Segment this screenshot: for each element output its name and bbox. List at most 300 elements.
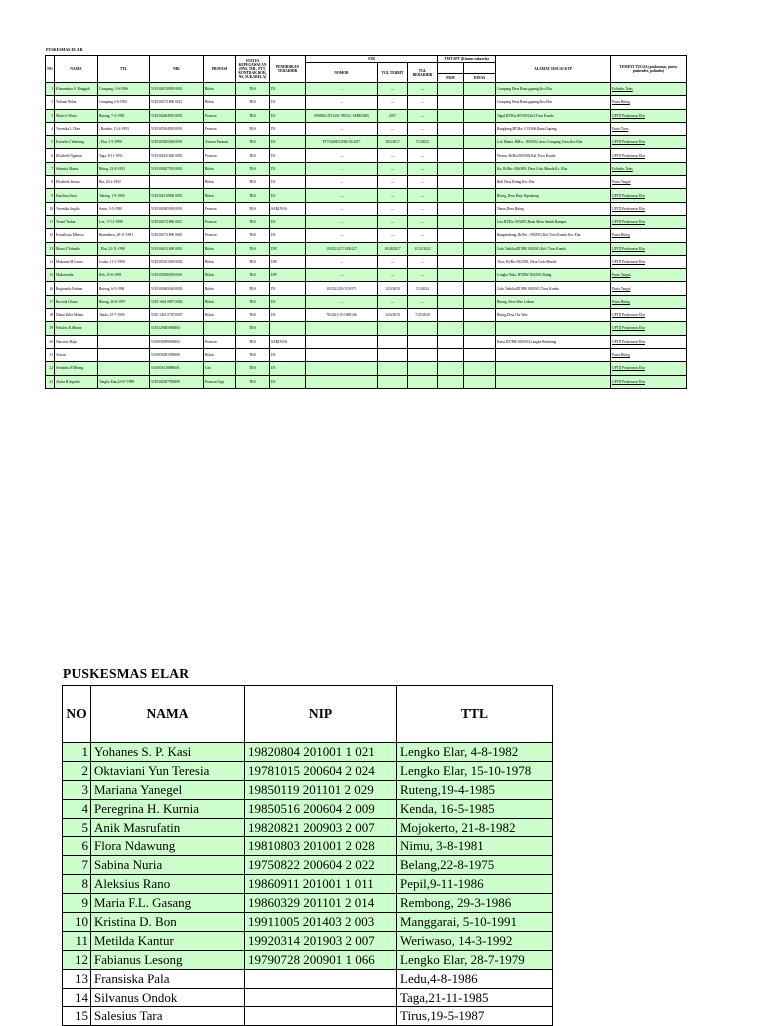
cell-empty bbox=[464, 176, 496, 189]
cell-ttl: Ruteng, 7-4-1993 bbox=[98, 109, 150, 122]
cell-tempat: UPTD Puskesmas Elar bbox=[611, 136, 687, 149]
table-row bbox=[63, 856, 553, 875]
table-row bbox=[63, 761, 553, 780]
cell-no: 12 bbox=[46, 229, 55, 242]
cell-nomor bbox=[306, 362, 378, 375]
cell-nik: 5319104110900 0001 bbox=[150, 189, 204, 202]
cell-status: TKS bbox=[236, 136, 270, 149]
cell-terbit: 12/6/2019 bbox=[378, 309, 408, 322]
cell-pend: D3 bbox=[270, 109, 306, 122]
cell-profesi: Perawat bbox=[204, 202, 236, 215]
cell-nip bbox=[245, 969, 397, 988]
cell-alamat: Rangembong, Rt/Rw : 005/003,Kel.Tiwu Kondo,Kec.Elar bbox=[496, 229, 611, 242]
cell-terbit: 12/3/2019 bbox=[378, 282, 408, 295]
table-row bbox=[63, 988, 553, 1007]
cell-empty bbox=[464, 149, 496, 162]
cell-ttl: Nimu, 3-8-1981 bbox=[397, 837, 553, 856]
cell-status: TKS bbox=[236, 176, 270, 189]
cell-ttl: Mojokerto, 21-8-1982 bbox=[397, 818, 553, 837]
cell-tempat: UPTD Puskesmas Elar bbox=[611, 322, 687, 335]
header-nama: NAMA bbox=[91, 686, 245, 743]
cell-nomor bbox=[306, 348, 378, 361]
cell-ttl: Taga, 8-11-1992 bbox=[98, 149, 150, 162]
cell-nip: 19781015 200604 2 024 bbox=[245, 761, 397, 780]
cell-ttl: Lodus, 11-1-1990 bbox=[98, 255, 150, 268]
cell-no: 17 bbox=[46, 295, 55, 308]
cell-nama: Diana Yulia Mania bbox=[55, 309, 98, 322]
cell-terbit bbox=[378, 362, 408, 375]
cell-nik: 5319104711890 0001 bbox=[150, 229, 204, 242]
cell-no: 5 bbox=[63, 818, 91, 837]
table-row bbox=[63, 875, 553, 894]
cell-berakhir bbox=[408, 375, 438, 388]
cell-nomor: FTT/6484510/06-IX/2017 bbox=[306, 136, 378, 149]
cell-empty bbox=[438, 269, 464, 282]
cell-status: TKS bbox=[236, 335, 270, 348]
cell-profesi: Perawat bbox=[204, 122, 236, 135]
cell-tempat: UPTD Puskesmas Elar bbox=[611, 215, 687, 228]
cell-alamat bbox=[496, 375, 611, 388]
cell-status: TKS bbox=[236, 202, 270, 215]
cell-tempat: UPTD Puskesmas Elar bbox=[611, 335, 687, 348]
header-tmt-pkm: PKM bbox=[438, 74, 464, 83]
cell-profesi: Bidan bbox=[204, 348, 236, 361]
cell-berakhir: — bbox=[408, 162, 438, 175]
cell-nip: 19911005 201403 2 003 bbox=[245, 913, 397, 932]
cell-ttl: Tengko Elar,22-07-1999 bbox=[98, 375, 150, 388]
header-str-terbit: TGL TERBIT bbox=[378, 63, 408, 83]
header-str-berakhir: TGL BERAKHIR bbox=[408, 63, 438, 83]
header-tempat: TEMPAT TUGAS (puskesmas, pustu, puskesdes, polindes) bbox=[611, 56, 687, 83]
cell-terbit: 18/3/2017 bbox=[378, 136, 408, 149]
cell-empty bbox=[464, 202, 496, 215]
cell-berakhir: 7/25/2020 bbox=[408, 309, 438, 322]
cell-empty bbox=[464, 162, 496, 175]
cell-alamat: Biteng, Desa Wae Lokom bbox=[496, 295, 611, 308]
table-row bbox=[63, 780, 553, 799]
cell-no: 19 bbox=[46, 322, 55, 335]
cell-pend: D3 bbox=[270, 83, 306, 96]
cell-tempat: UPTD Puskesmas Elar bbox=[611, 189, 687, 202]
cell-nama: Kristina D. Bon bbox=[91, 913, 245, 932]
cell-pend: D3 bbox=[270, 309, 306, 322]
cell-nik: 5319106510890 0001 bbox=[150, 83, 204, 96]
table-row bbox=[46, 215, 687, 228]
cell-nama: Salesius Tara bbox=[91, 1007, 245, 1026]
cell-no: 11 bbox=[46, 215, 55, 228]
cell-ttl: Manggarai, 5-10-1991 bbox=[397, 913, 553, 932]
cell-ttl: Compang, 3-6-1996 bbox=[98, 83, 150, 96]
cell-ttl: Lengko Elar, 15-10-1978 bbox=[397, 761, 553, 780]
cell-terbit: — bbox=[378, 295, 408, 308]
cell-no: 5 bbox=[46, 136, 55, 149]
cell-nama: Mariana Yanegel bbox=[91, 780, 245, 799]
cell-empty bbox=[438, 162, 464, 175]
cell-status: TKS bbox=[236, 162, 270, 175]
header-tmt: TMT SPT (Khusus sukarela) bbox=[438, 56, 496, 63]
cell-alamat bbox=[496, 348, 611, 361]
cell-ttl: Ledu,4-8-1986 bbox=[397, 969, 553, 988]
cell-no: 15 bbox=[63, 1007, 91, 1026]
cell-nomor: — bbox=[306, 202, 378, 215]
cell-tempat: UPTD Puskesmas Elar bbox=[611, 255, 687, 268]
cell-status: TKS bbox=[236, 83, 270, 96]
cell-status: TKS bbox=[236, 375, 270, 388]
cell-tempat: UPTD Puskesmas Elar bbox=[611, 309, 687, 322]
cell-ttl: Kenda, 16-5-1985 bbox=[397, 799, 553, 818]
table-row bbox=[63, 931, 553, 950]
header-no: NO bbox=[63, 686, 91, 743]
cell-profesi: Giri bbox=[204, 362, 236, 375]
cell-ttl: Runembeu, 28-11-1991 bbox=[98, 229, 150, 242]
cell-ttl bbox=[98, 362, 150, 375]
table-row bbox=[46, 295, 687, 308]
cell-nama: Frikiliss K.Mania bbox=[55, 322, 98, 335]
cell-empty bbox=[438, 202, 464, 215]
cell-pend: SARJANA bbox=[270, 202, 306, 215]
cell-nip bbox=[245, 988, 397, 1007]
cell-nomor: 78/2021/15-1069146 bbox=[306, 309, 378, 322]
cell-nip: 19820821 200903 2 007 bbox=[245, 818, 397, 837]
table-row bbox=[63, 950, 553, 969]
table-row bbox=[63, 799, 553, 818]
cell-alamat: Tiwu, Rt/Rw 002/003, Desa Golo Munde bbox=[496, 255, 611, 268]
cell-status: TKS bbox=[236, 215, 270, 228]
cell-alamat: Lengko Nulu, RT/RW 002/001,Biting bbox=[496, 269, 611, 282]
cell-terbit: — bbox=[378, 96, 408, 109]
header-status: STATUS KEPEGAWAI AN (PNS, THL, PTT, KONTRAK BOK, NS, SUKARELA) bbox=[236, 56, 270, 83]
table-row bbox=[46, 375, 687, 388]
cell-empty bbox=[464, 348, 496, 361]
cell-nik: 5319106311900 0001 bbox=[150, 242, 204, 255]
cell-nama: Veronika Angila bbox=[55, 202, 98, 215]
header-tmt-dinas: DINAS bbox=[464, 74, 496, 83]
table-row bbox=[46, 83, 687, 96]
header-str-nomor: NOMOR bbox=[306, 63, 378, 83]
cell-ttl: Lengko Elar, 28-7-1979 bbox=[397, 950, 553, 969]
cell-no: 23 bbox=[46, 375, 55, 388]
cell-status: TKS bbox=[236, 149, 270, 162]
cell-profesi: Bidan bbox=[204, 295, 236, 308]
cell-nik: 5319056581990008 bbox=[150, 348, 204, 361]
cell-terbit bbox=[378, 322, 408, 335]
cell-profesi: Bidan bbox=[204, 83, 236, 96]
header-ttl: TTL bbox=[98, 56, 150, 83]
cell-ttl: Sawu, 3-5-1990 bbox=[98, 202, 150, 215]
cell-status: TKS bbox=[236, 122, 270, 135]
cell-no: 1 bbox=[46, 83, 55, 96]
cell-alamat: Biting,Desa Ulu Wae bbox=[496, 309, 611, 322]
cell-berakhir: — bbox=[408, 122, 438, 135]
cell-terbit: — bbox=[378, 255, 408, 268]
cell-no: 6 bbox=[63, 837, 91, 856]
cell-nomor: — bbox=[306, 189, 378, 202]
cell-nip bbox=[245, 1007, 397, 1026]
cell-nip: 19750822 200604 2 022 bbox=[245, 856, 397, 875]
cell-ttl: Weriwaso, 14-3-1992 bbox=[397, 931, 553, 950]
cell-nip: 19820804 201001 1 021 bbox=[245, 743, 397, 762]
cell-empty bbox=[464, 109, 496, 122]
cell-berakhir: — bbox=[408, 96, 438, 109]
table-row bbox=[46, 348, 687, 361]
cell-pend: D3 bbox=[270, 96, 306, 109]
cell-alamat bbox=[496, 362, 611, 375]
cell-alamat: Lire,RT/Rw 003/003,Rana Mesa Santik Rampas bbox=[496, 215, 611, 228]
cell-status: TKS bbox=[236, 255, 270, 268]
cell-tempat: Pustu Biting bbox=[611, 229, 687, 242]
cell-ttl: Rembong, 29-3-1986 bbox=[397, 894, 553, 913]
cell-pend: D3 bbox=[270, 375, 306, 388]
cell-berakhir: 5/3/2024 bbox=[408, 282, 438, 295]
cell-terbit: — bbox=[378, 162, 408, 175]
cell-terbit: — bbox=[378, 149, 408, 162]
cell-nik: 5319104604930 0001 bbox=[150, 109, 204, 122]
staff-nip-table bbox=[62, 685, 553, 1026]
header-alamat: ALAMAT SESUAI KTP bbox=[496, 56, 611, 83]
cell-nik: 5319104711890 0021 bbox=[150, 215, 204, 228]
cell-nik: 5319106207930 0001 bbox=[150, 162, 204, 175]
table-row bbox=[46, 96, 687, 109]
cell-nama: Fransiska Pala bbox=[91, 969, 245, 988]
cell-status: TKS bbox=[236, 348, 270, 361]
cell-ttl: Tenda, 25-7-1995 bbox=[98, 309, 150, 322]
cell-empty bbox=[438, 176, 464, 189]
cell-berakhir bbox=[408, 335, 438, 348]
cell-terbit bbox=[378, 375, 408, 388]
table-row bbox=[46, 122, 687, 135]
cell-empty bbox=[464, 255, 496, 268]
cell-berakhir: — bbox=[408, 255, 438, 268]
cell-pend: D3 bbox=[270, 348, 306, 361]
cell-pend: D3 bbox=[270, 162, 306, 175]
cell-nip: 19790728 200901 1 066 bbox=[245, 950, 397, 969]
cell-nomor: — bbox=[306, 96, 378, 109]
cell-profesi: Bidan bbox=[204, 176, 236, 189]
cell-empty bbox=[438, 348, 464, 361]
table-row bbox=[63, 969, 553, 988]
cell-empty bbox=[438, 255, 464, 268]
cell-ttl bbox=[98, 322, 150, 335]
cell-status: TKS bbox=[236, 242, 270, 255]
cell-nomor: — bbox=[306, 162, 378, 175]
bottom-page-title: PUSKESMAS ELAR bbox=[63, 666, 190, 681]
cell-nip: 19920314 201903 2 007 bbox=[245, 931, 397, 950]
cell-empty bbox=[464, 335, 496, 348]
cell-no: 2 bbox=[63, 761, 91, 780]
header-nik: NIK bbox=[150, 56, 204, 83]
cell-no: 22 bbox=[46, 362, 55, 375]
cell-berakhir: — bbox=[408, 269, 438, 282]
cell-status: TKS bbox=[236, 309, 270, 322]
cell-ttl: Biteng, 26-8-1997 bbox=[98, 295, 150, 308]
table-row bbox=[46, 176, 687, 189]
cell-alamat: Karot,RT/RW 018/004,Langke Rembong bbox=[496, 335, 611, 348]
cell-no: 7 bbox=[63, 856, 91, 875]
cell-empty bbox=[464, 362, 496, 375]
table-row bbox=[46, 362, 687, 375]
cell-empty bbox=[464, 136, 496, 149]
cell-status: TKS bbox=[236, 96, 270, 109]
cell-berakhir bbox=[408, 362, 438, 375]
cell-status: TKS bbox=[236, 269, 270, 282]
cell-pend: DIV bbox=[270, 242, 306, 255]
table-row bbox=[63, 1007, 553, 1026]
cell-alamat: Golo Nabika,RT/RW 002/001,Tiwu Kondo bbox=[496, 282, 611, 295]
cell-berakhir: — bbox=[408, 83, 438, 96]
cell-nama: Regionalis Fatima bbox=[55, 282, 98, 295]
cell-nik: 5319056099960004 bbox=[150, 335, 204, 348]
header-str: STR bbox=[306, 56, 438, 63]
cell-nik: 5319105304930 0001 bbox=[150, 122, 204, 135]
cell-tempat: Pustu Tangal bbox=[611, 176, 687, 189]
cell-nomor: 19/2521219/1150171 bbox=[306, 282, 378, 295]
cell-nik: 5319125605960004 bbox=[150, 322, 204, 335]
cell-status: TKS bbox=[236, 322, 270, 335]
cell-profesi: Perawat bbox=[204, 335, 236, 348]
cell-tempat: UPTD Puskesmas Elar bbox=[611, 242, 687, 255]
cell-pend: D3 bbox=[270, 149, 306, 162]
cell-nama: Maksensilia bbox=[55, 269, 98, 282]
cell-alamat: Golo Nabika,RT/RW 002/001,Kel. Tiwu Kondo bbox=[496, 242, 611, 255]
header-ttl: TTL bbox=[397, 686, 553, 743]
cell-no: 14 bbox=[46, 255, 55, 268]
cell-no: 4 bbox=[46, 122, 55, 135]
cell-nama: Aleksius Rano bbox=[91, 875, 245, 894]
cell-ttl: Bia, 26-2-1992 bbox=[98, 176, 150, 189]
cell-pend: D3 bbox=[270, 122, 306, 135]
cell-ttl bbox=[98, 335, 150, 348]
cell-no: 8 bbox=[46, 176, 55, 189]
cell-ttl bbox=[98, 348, 150, 361]
cell-ttl: , Rondeo, 13-4-1993 bbox=[98, 122, 150, 135]
cell-no: 9 bbox=[63, 894, 91, 913]
cell-empty bbox=[438, 229, 464, 242]
cell-terbit: — bbox=[378, 176, 408, 189]
cell-terbit: — bbox=[378, 269, 408, 282]
cell-terbit: — bbox=[378, 215, 408, 228]
cell-tempat: UPTD Puskesmas Elar bbox=[611, 149, 687, 162]
cell-alamat: Tagal,RT/Rw.007/003,Kel.Tiwu Kondo bbox=[496, 109, 611, 122]
cell-ttl: Tirus,19-5-1987 bbox=[397, 1007, 553, 1026]
cell-nomor: — bbox=[306, 149, 378, 162]
cell-nama: Maria S.Wona bbox=[55, 109, 98, 122]
cell-no: 6 bbox=[46, 149, 55, 162]
cell-tempat: Pustu Biting bbox=[611, 96, 687, 109]
cell-status: TKS bbox=[236, 282, 270, 295]
cell-nama: Avrita B.Jupuleo bbox=[55, 375, 98, 388]
cell-alamat: Compang Desa Rana gapang,Kec.Elar bbox=[496, 83, 611, 96]
cell-pend: D3 bbox=[270, 282, 306, 295]
cell-profesi: Bidan bbox=[204, 282, 236, 295]
cell-ttl: Tekeng, 1-9-1990 bbox=[98, 189, 150, 202]
cell-nama: Klementina S. Ringgek bbox=[55, 83, 98, 96]
cell-alamat: Rangkang,RT/Rw. 013/006,Rana Gapang bbox=[496, 122, 611, 135]
cell-no: 18 bbox=[46, 309, 55, 322]
cell-pend: D3 bbox=[270, 136, 306, 149]
cell-empty bbox=[438, 109, 464, 122]
table-row bbox=[46, 136, 687, 149]
cell-tempat: UPTD Puskesmas Elar bbox=[611, 375, 687, 388]
cell-nomor: — bbox=[306, 255, 378, 268]
cell-ttl: , Elar, 3-5-1990 bbox=[98, 136, 150, 149]
cell-ttl: Lee, 17-11-1989 bbox=[98, 215, 150, 228]
cell-ttl: Lengko Elar, 4-8-1982 bbox=[397, 743, 553, 762]
cell-status: TKS bbox=[236, 229, 270, 242]
cell-empty bbox=[464, 282, 496, 295]
cell-pend: D3 bbox=[270, 215, 306, 228]
cell-nomor: 09038014731201-78033 ( SERKOM) bbox=[306, 109, 378, 122]
cell-nik: 5319105101900 0002 bbox=[150, 255, 204, 268]
cell-pend: D3 bbox=[270, 362, 306, 375]
table-row bbox=[46, 255, 687, 268]
table-row bbox=[46, 109, 687, 122]
cell-nama: Maksima M.Lema bbox=[55, 255, 98, 268]
cell-empty bbox=[464, 375, 496, 388]
header-nama: NAMA bbox=[55, 56, 98, 83]
cell-nama: Flora Ndawung bbox=[91, 837, 245, 856]
cell-empty bbox=[464, 242, 496, 255]
header-no: NO bbox=[46, 56, 55, 83]
staff-detail-table bbox=[45, 55, 687, 389]
cell-nama: Oktaviani Yun Teresia bbox=[91, 761, 245, 780]
cell-nomor bbox=[306, 335, 378, 348]
cell-empty bbox=[464, 122, 496, 135]
cell-empty bbox=[438, 215, 464, 228]
cell-profesi: Perawat bbox=[204, 215, 236, 228]
cell-profesi: Asisten Farmasi bbox=[204, 136, 236, 149]
cell-nomor: — bbox=[306, 122, 378, 135]
cell-nip: 19850119 201101 2 029 bbox=[245, 780, 397, 799]
cell-tempat: Pustu Tiwu bbox=[611, 122, 687, 135]
cell-profesi: Bidan bbox=[204, 255, 236, 268]
cell-terbit: — bbox=[378, 122, 408, 135]
cell-nama: Elisabeth Ngamut bbox=[55, 149, 98, 162]
table-row bbox=[63, 837, 553, 856]
cell-nik: 5319104605940 0003 bbox=[150, 282, 204, 295]
cell-no: 16 bbox=[46, 282, 55, 295]
cell-nik: 5319105506930 0001 bbox=[150, 269, 204, 282]
cell-empty bbox=[438, 83, 464, 96]
cell-empty bbox=[438, 309, 464, 322]
cell-empty bbox=[438, 96, 464, 109]
table-row bbox=[46, 335, 687, 348]
cell-alamat: Iks, Rt/Rw: 006/003, Desa Golo Munde,Kc. Elar bbox=[496, 162, 611, 175]
cell-nomor: 19/2521217/1450127 bbox=[306, 242, 378, 255]
cell-pend: D3 bbox=[270, 229, 306, 242]
cell-empty bbox=[464, 83, 496, 96]
table-row bbox=[46, 202, 687, 215]
cell-profesi: Perawat bbox=[204, 149, 236, 162]
cell-profesi: Perawat bbox=[204, 229, 236, 242]
cell-berakhir: — bbox=[408, 215, 438, 228]
header-profesi: PROFESI bbox=[204, 56, 236, 83]
cell-berakhir: — bbox=[408, 149, 438, 162]
cell-status: TKS bbox=[236, 189, 270, 202]
cell-nama: Asriati bbox=[55, 348, 98, 361]
cell-tempat: Polindes Tetes bbox=[611, 162, 687, 175]
cell-nip: 19860911 201001 1 011 bbox=[245, 875, 397, 894]
cell-pend: SARJANA bbox=[270, 335, 306, 348]
cell-ttl: Ruteng,19-4-1985 bbox=[397, 780, 553, 799]
cell-no: 8 bbox=[63, 875, 91, 894]
cell-empty bbox=[438, 136, 464, 149]
cell-berakhir bbox=[408, 322, 438, 335]
cell-profesi: Bidan bbox=[204, 242, 236, 255]
cell-empty bbox=[464, 215, 496, 228]
cell-nama: Raviola Uhana bbox=[55, 295, 98, 308]
cell-no: 1 bbox=[63, 743, 91, 762]
cell-no: 12 bbox=[63, 950, 91, 969]
